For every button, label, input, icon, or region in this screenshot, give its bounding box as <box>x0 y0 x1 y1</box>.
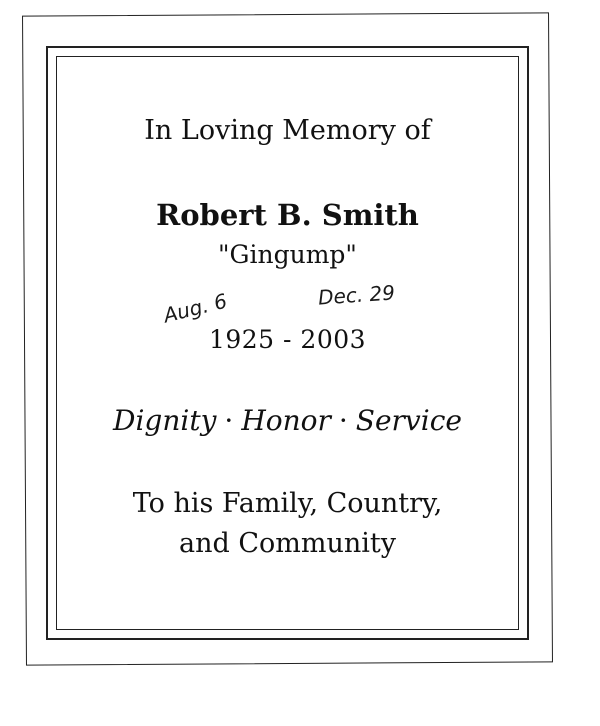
value-honor: Honor <box>241 404 331 437</box>
value-separator: · <box>224 404 234 437</box>
dedication-line-1: To his Family, Country, <box>132 488 443 519</box>
value-service: Service <box>355 404 462 437</box>
nickname: "Gingump" <box>218 240 357 269</box>
handwritten-birth-date: Aug. 6 <box>161 288 230 328</box>
dedication-line-2: and Community <box>179 528 396 559</box>
values-line <box>56 404 519 437</box>
value-separator: · <box>338 404 348 437</box>
life-years: 1925 - 2003 <box>208 325 367 354</box>
value-dignity: Dignity <box>113 404 217 437</box>
memorial-heading: In Loving Memory of <box>144 115 431 146</box>
deceased-name: Robert B. Smith <box>156 198 419 232</box>
handwritten-death-date: Dec. 29 <box>317 280 396 310</box>
